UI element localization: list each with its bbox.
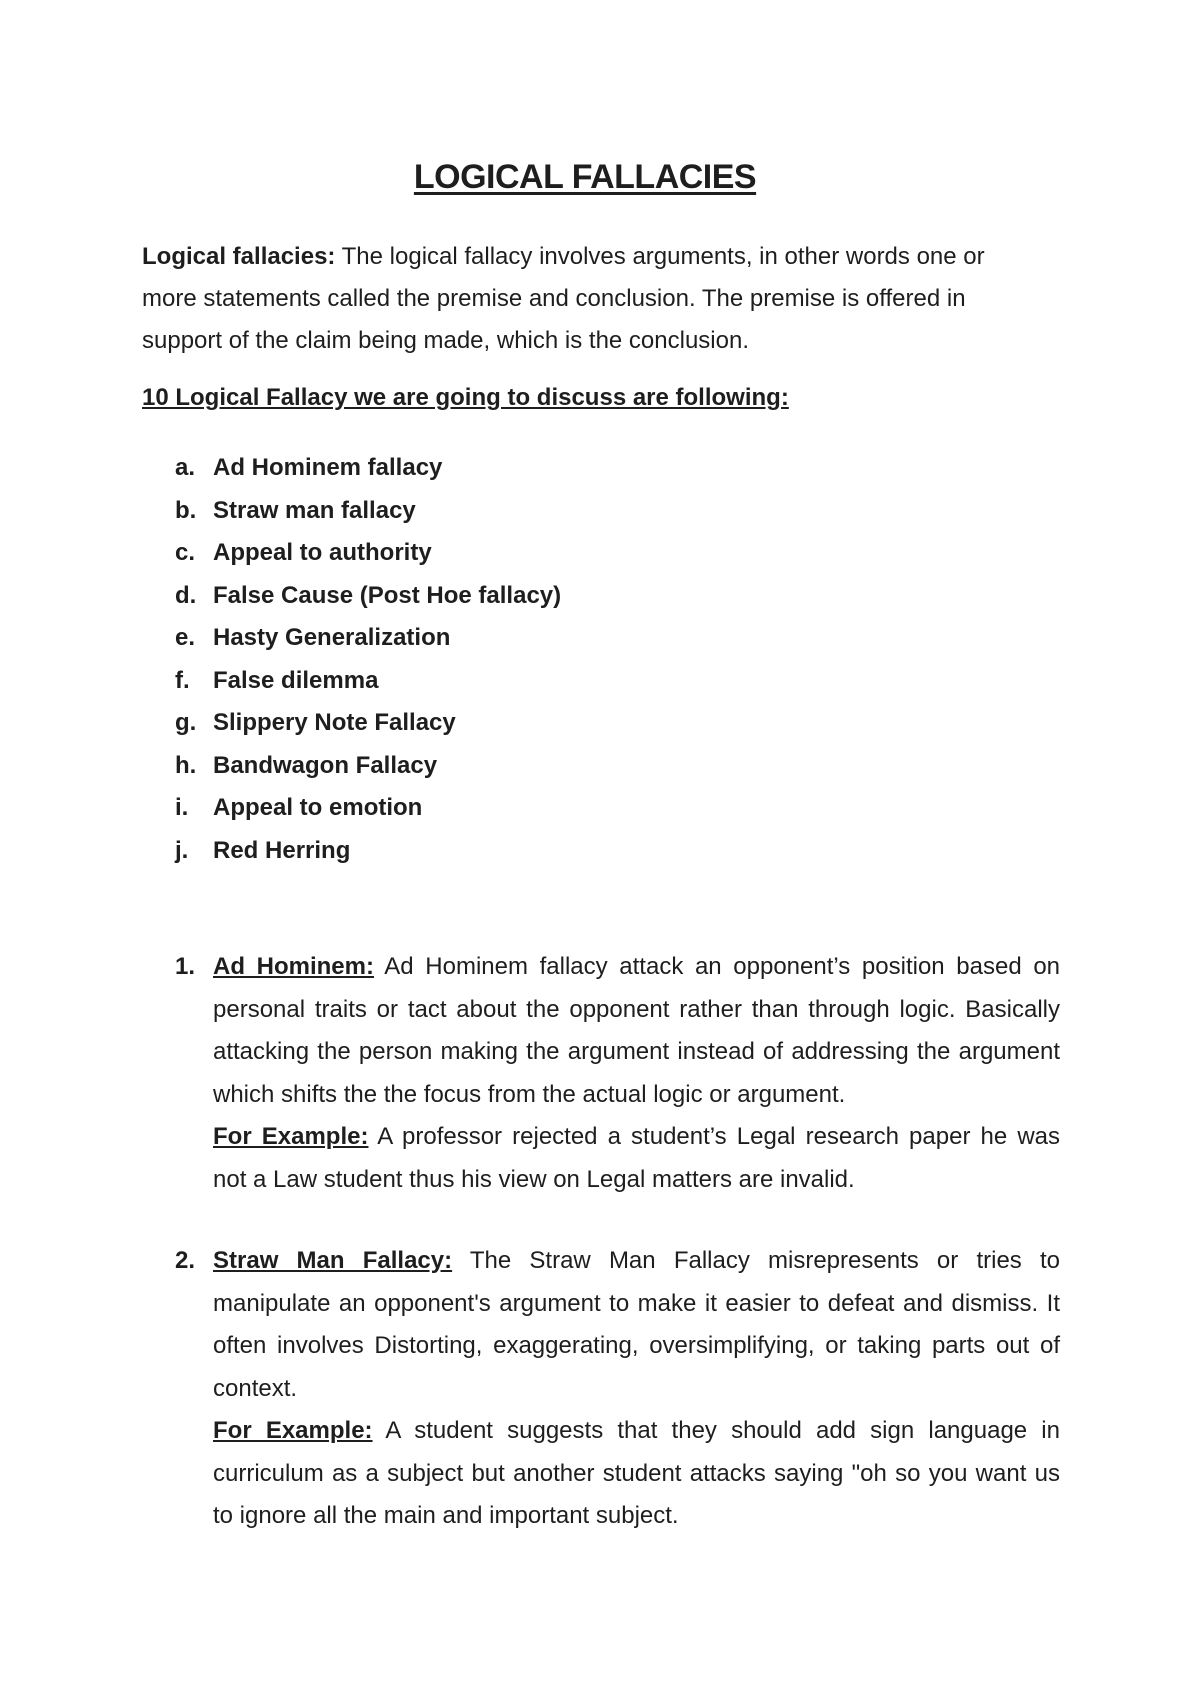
section-text: The Straw Man Fallacy misrepresents or tries to manipulate an opponent's argument to make it easier to defeat and dismiss. It often involves Distorting, exaggerating, oversimplifying, or taking parts out of context. <box>213 1247 1060 1402</box>
example-line <box>213 1116 1060 1201</box>
list-marker: d. <box>175 581 197 609</box>
list-marker: i. <box>175 794 189 821</box>
list-marker: g. <box>175 709 197 736</box>
intro-text: The logical fallacy involves arguments, in other words one or more statements called the premise and conclusion. The premise is offered in support of the claim being made, which is the conclusion. <box>142 243 985 354</box>
section-body <box>213 946 1060 1201</box>
list-item <box>175 660 561 703</box>
section-term: Straw Man Fallacy: <box>213 1247 453 1274</box>
section-body <box>213 1240 1060 1538</box>
section-number: 1. <box>175 953 196 980</box>
example-text: A professor rejected a student’s Legal research paper he was not a Law student thus his view on Legal matters are invalid. <box>213 1123 1060 1193</box>
list-item <box>175 787 561 830</box>
section-text: Ad Hominem fallacy attack an opponent’s position based on personal traits or tact about the opponent rather than through logic. Basically attacking the person making the argument instead of addressing the argument which shifts the the focus from the actual logic or argument. <box>213 953 1061 1108</box>
list-marker: f. <box>175 666 190 694</box>
list-item-label: Hasty Generalization <box>213 624 451 651</box>
section-number: 2. <box>175 1247 196 1274</box>
list-marker: e. <box>175 624 196 651</box>
list-item <box>175 575 561 618</box>
list-marker: h. <box>175 751 197 779</box>
list-item <box>175 702 561 745</box>
list-item-label: False dilemma <box>213 666 379 694</box>
list-item-label: Red Herring <box>213 836 351 864</box>
list-marker: c. <box>175 539 196 566</box>
list-item-label: Ad Hominem fallacy <box>213 454 443 481</box>
list-item <box>175 830 561 873</box>
list-item <box>175 617 561 660</box>
list-item-label: Bandwagon Fallacy <box>213 751 438 779</box>
page-title: LOGICAL FALLACIES <box>413 158 757 196</box>
section-ad-hominem <box>175 946 1060 1201</box>
section-straw-man <box>175 1240 1060 1538</box>
list-item <box>175 447 561 490</box>
example-text: A student suggests that they should add sign language in curriculum as a subject but another student attacks saying "oh so you want us to ignore all the main and important subject. <box>213 1417 1060 1529</box>
intro-paragraph <box>142 236 1042 362</box>
list-item-label: Appeal to emotion <box>213 794 423 821</box>
intro-term: Logical fallacies: <box>142 243 336 270</box>
list-item-label: False Cause (Post Hoe fallacy) <box>213 581 562 609</box>
list-marker: b. <box>175 496 197 524</box>
section-term: Ad Hominem: <box>213 953 374 980</box>
example-line <box>213 1410 1060 1538</box>
list-item <box>175 490 561 533</box>
list-marker: j. <box>175 836 189 864</box>
list-item-label: Straw man fallacy <box>213 496 416 524</box>
list-marker: a. <box>175 454 196 481</box>
fallacy-list <box>175 447 561 872</box>
example-label: For Example: <box>213 1417 373 1444</box>
list-item <box>175 532 561 575</box>
list-item-label: Appeal to authority <box>213 539 432 566</box>
example-label: For Example: <box>213 1123 369 1150</box>
list-item-label: Slippery Note Fallacy <box>213 709 456 736</box>
list-heading: 10 Logical Fallacy we are going to discuss are following: <box>142 384 789 411</box>
list-item <box>175 745 561 788</box>
